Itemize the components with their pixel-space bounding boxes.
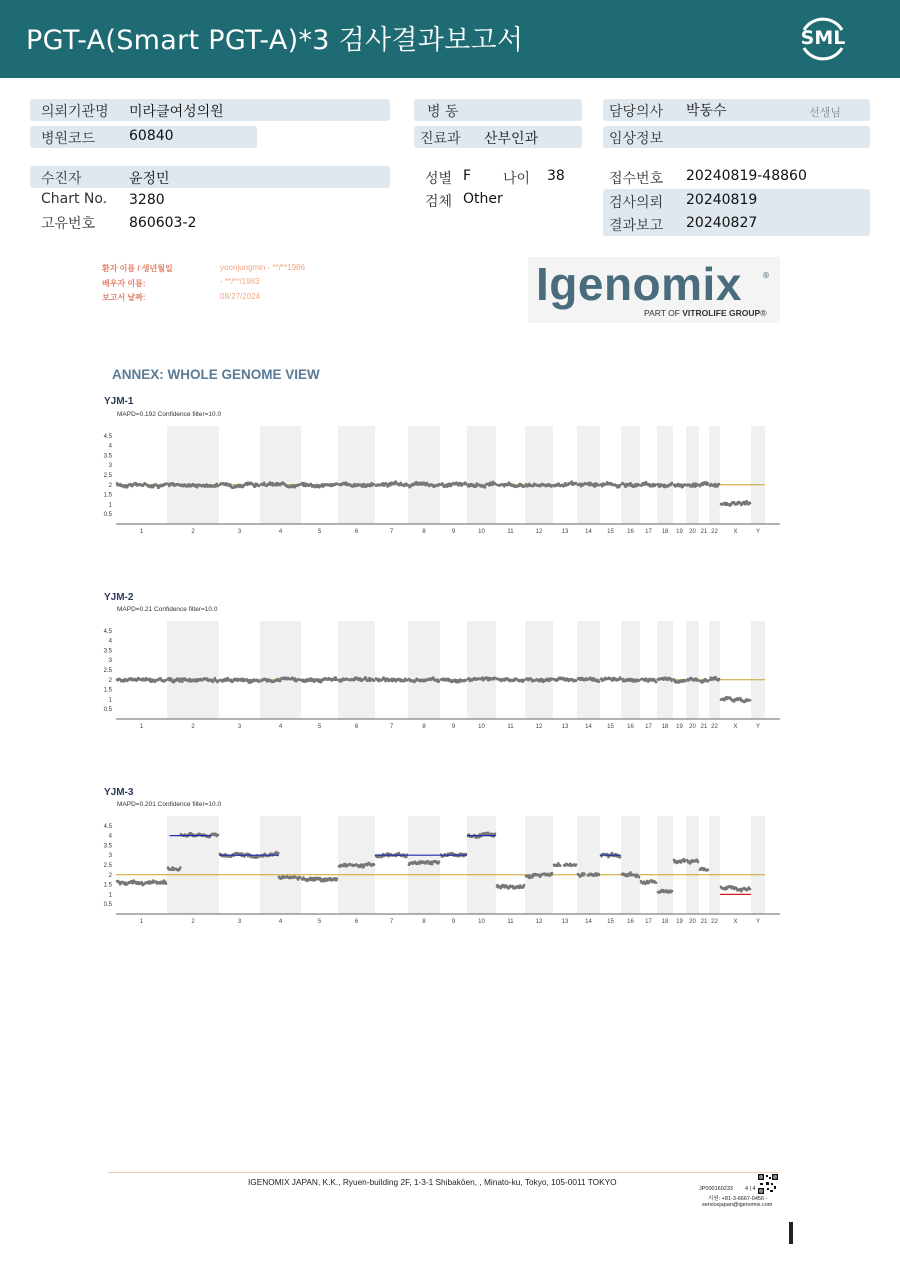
dept-value: 산부인과 [484,131,539,147]
copy-number-point [559,864,562,867]
copy-number-point [494,833,497,836]
chromosome-band [751,816,765,914]
x-tick-label: 15 [607,724,614,730]
copy-number-point [638,876,641,879]
copy-number-point [746,500,749,503]
x-tick-label: 2 [191,724,195,730]
y-tick-label: 1 [108,697,112,704]
y-tick-label: 2 [108,482,112,489]
chromosome-band [709,621,720,719]
igx-sub-tm: ® [760,308,767,318]
x-tick-label: 10 [478,724,485,730]
chromosome-band [408,426,440,524]
y-tick-label: 2.5 [103,473,112,479]
y-tick-label: 3 [108,658,112,665]
igx-report-date-value: 08/27/2024 [220,292,261,301]
x-tick-label: Y [755,919,761,925]
age-label: 나이 [503,171,531,187]
copy-number-point [718,483,721,486]
x-tick-label: 15 [607,529,614,535]
copy-number-point [277,852,280,855]
y-tick-label: 2 [108,677,112,684]
copy-number-point [484,486,487,489]
chromosome-band [621,816,640,914]
chromosome-band [408,621,440,719]
y-tick-label: 1 [108,502,112,509]
copy-number-point [551,872,554,875]
genome-chart-1 [100,420,785,542]
x-tick-label: 13 [561,529,569,535]
copy-number-point [749,888,752,891]
x-tick-label: 8 [422,724,426,730]
x-tick-label: 2 [191,529,195,535]
request-label: 검사의뢰 [609,195,664,211]
x-tick-label: 20 [689,724,696,730]
chart-subtitle-2: MAPD=0.21 Confidence filter=10.0 [117,606,218,613]
copy-number-point [598,680,601,683]
y-tick-label: 4 [108,638,112,645]
chart-title-1: YJM-1 [104,396,134,407]
x-tick-label: 4 [278,724,283,730]
copy-number-point [570,480,573,483]
copy-number-point [707,869,710,872]
x-tick-label: 12 [535,919,543,925]
igx-partner-value: - **/**/1983 [220,277,260,286]
footer-divider [108,1172,778,1173]
chromosome-band [709,816,720,914]
x-tick-label: 20 [689,529,696,535]
x-tick-label: 13 [561,724,569,730]
x-tick-label: 14 [585,919,592,925]
report-value: 20240827 [686,215,758,231]
x-tick-label: 7 [389,724,394,730]
x-tick-label: X [733,919,738,925]
chromosome-band [260,816,301,914]
annex-title: ANNEX: WHOLE GENOME VIEW [112,367,320,382]
copy-number-point [575,863,578,866]
x-tick-label: 19 [676,724,683,730]
chromosome-band [686,426,699,524]
copy-number-point [583,872,586,875]
igx-sub-bold: VITROLIFE GROUP [682,308,761,318]
x-tick-label: 19 [676,919,683,925]
x-tick-label: 20 [689,919,696,925]
receipt-label: 접수번호 [609,171,664,187]
x-tick-label: 17 [645,724,652,730]
x-tick-label: 17 [645,529,652,535]
x-tick-label: 7 [389,919,394,925]
y-tick-label: 4.5 [103,628,112,635]
x-tick-label: 1 [139,529,144,535]
patient-label: 수진자 [41,171,82,187]
x-tick-label: 9 [451,919,456,925]
id-value: 860603-2 [129,215,197,231]
x-tick-label: 18 [661,919,669,925]
igenomix-logo-reg: ® [762,271,770,280]
y-tick-label: 0.5 [103,902,112,909]
x-tick-label: 3 [237,919,242,925]
x-tick-label: 8 [422,919,426,925]
qr-code-icon [758,1174,778,1194]
chromosome-band [621,426,640,524]
x-tick-label: 10 [478,529,485,535]
report-label: 결과보고 [609,218,664,234]
copy-number-point [707,483,710,486]
copy-number-point [181,680,184,683]
chromosome-band [686,621,699,719]
x-tick-label: 17 [645,919,652,925]
igx-report-date-label: 보고서 날짜: [102,293,146,302]
x-tick-label: 12 [535,529,543,535]
copy-number-point [629,871,632,874]
y-tick-label: 0.5 [103,512,112,519]
institution-label: 의뢰기관명 [41,104,109,120]
copy-number-point [294,677,297,680]
chromosome-band [577,621,600,719]
copy-number-point [718,678,721,681]
id-label: 고유번호 [41,216,96,232]
igenomix-logo-sub [644,308,766,318]
x-tick-label: 8 [422,529,426,535]
chart-label: Chart No. [41,191,108,207]
copy-number-point [165,882,168,885]
y-tick-label: 4 [108,833,112,840]
sml-logo [796,14,850,64]
chart-value: 3280 [129,192,165,208]
chromosome-band [467,426,496,524]
x-tick-label: 22 [711,724,718,730]
page-edge-mark [789,1222,793,1244]
y-tick-label: 3 [108,853,112,860]
dept-label: 진료과 [420,131,461,147]
x-tick-label: 14 [585,724,592,730]
y-tick-label: 1 [108,892,112,899]
x-tick-label: Y [755,529,761,535]
chromosome-band [657,621,673,719]
y-tick-label: 4 [108,443,112,450]
report-header [0,0,900,78]
y-tick-label: 2.5 [103,668,112,674]
igx-sub-prefix: PART OF [644,308,683,318]
y-tick-label: 3.5 [103,843,112,850]
copy-number-point [179,866,182,869]
chromosome-band [686,816,699,914]
x-tick-label: 19 [676,529,683,535]
x-tick-label: 9 [451,724,456,730]
x-tick-label: 21 [700,529,708,535]
y-tick-label: 2.5 [103,863,112,869]
doctor-value: 박동수 [686,103,727,119]
footer-phone: 지원: +81-3-6667-0456 - [708,1196,768,1202]
chromosome-band [167,426,219,524]
y-tick-label: 4.5 [103,433,112,440]
copy-number-point [619,856,622,859]
igx-partner-label: 배우자 이름: [102,279,146,288]
copy-number-point [697,861,700,864]
sex-label: 성별 [425,171,453,187]
doctor-suffix: 선생님 [809,106,841,119]
x-tick-label: 5 [317,724,322,730]
y-tick-label: 1.5 [103,687,112,694]
y-tick-label: 1.5 [103,882,112,889]
receipt-value: 20240819-48860 [686,168,807,184]
chromosome-band [525,426,553,524]
x-tick-label: 18 [661,724,669,730]
copy-number-point [531,876,534,879]
x-tick-label: 22 [711,529,718,535]
doctor-label: 담당의사 [609,104,664,120]
chromosome-band [525,816,553,914]
sex-value: F [463,168,472,184]
x-tick-label: 11 [507,529,514,535]
x-tick-label: X [733,724,738,730]
footer-email: servicejapan@igenomix.com [702,1202,773,1208]
chromosome-band [751,426,765,524]
x-tick-label: 9 [451,529,456,535]
copy-number-point [336,877,339,880]
x-tick-label: 5 [317,919,322,925]
x-tick-label: 16 [627,724,634,730]
clinical-label: 임상정보 [609,131,664,147]
x-tick-label: 3 [237,529,242,535]
patient-bar [30,166,390,188]
x-tick-label: 16 [627,529,634,535]
x-tick-label: 4 [278,919,283,925]
patient-value: 윤정민 [129,171,170,187]
x-tick-label: Y [755,724,761,730]
igx-patient-name-label: 환자 이름 / 생년월일 [102,264,173,273]
ward-label: 병 동 [427,104,459,120]
request-value: 20240819 [686,192,758,208]
copy-number-point [523,485,526,488]
x-tick-label: 3 [237,724,242,730]
x-tick-label: 16 [627,919,634,925]
report-title: PGT-A(Smart PGT-A)*3 검사결과보고서 [26,25,524,56]
chromosome-band [167,621,219,719]
hospital-code-value: 60840 [129,128,174,144]
chromosome-band [467,621,496,719]
chromosome-band [577,816,600,914]
x-tick-label: 1 [139,919,144,925]
x-tick-label: 6 [354,529,359,535]
footer-doc-code: JP000160233 [699,1186,733,1192]
x-tick-label: 12 [535,724,543,730]
copy-number-point [373,679,376,682]
x-tick-label: 21 [700,919,708,925]
y-tick-label: 0.5 [103,707,112,714]
y-tick-label: 3 [108,463,112,470]
copy-number-point [438,861,441,864]
footer-address: IGENOMIX JAPAN, K.K., Ryuen-building 2F, 1-3-1 Shibakōen, , Minato-ku, Tokyo, 105-0011 TOKYO [248,1177,617,1187]
chart-title-2: YJM-2 [104,592,134,603]
copy-number-point [405,856,408,859]
footer-page: 4 | 4 [745,1186,756,1192]
chromosome-band [260,621,301,719]
chromosome-band [338,621,375,719]
chart-subtitle-1: MAPD=0.192 Confidence filter=10.0 [117,411,222,418]
x-tick-label: 15 [607,919,614,925]
x-tick-label: 5 [317,529,322,535]
chromosome-band [467,816,496,914]
x-tick-label: 18 [661,529,669,535]
chromosome-band [167,816,219,914]
chromosome-band [709,426,720,524]
y-tick-label: 2 [108,872,112,879]
x-tick-label: X [733,529,738,535]
copy-number-point [217,834,220,837]
copy-number-point [575,679,578,682]
chart-title-3: YJM-3 [104,787,134,798]
chromosome-band [577,426,600,524]
chromosome-band [751,621,765,719]
sml-logo-text: SML [800,27,846,49]
x-tick-label: 14 [585,529,592,535]
x-tick-label: 7 [389,529,394,535]
y-tick-label: 1.5 [103,492,112,499]
copy-number-point [170,677,173,680]
copy-number-point [598,874,601,877]
y-tick-label: 3.5 [103,453,112,460]
x-tick-label: 21 [700,724,708,730]
copy-number-point [655,881,658,884]
chromosome-band [657,426,673,524]
x-tick-label: 6 [354,919,359,925]
y-tick-label: 3.5 [103,648,112,655]
hospital-code-label: 병원코드 [41,131,96,147]
chromosome-band [525,621,553,719]
copy-number-point [438,680,441,683]
chromosome-band [260,426,301,524]
x-tick-label: 4 [278,529,283,535]
chromosome-band [338,426,375,524]
x-tick-label: 1 [139,724,144,730]
x-tick-label: 22 [711,919,718,925]
copy-number-point [523,884,526,887]
igenomix-logo-word: Igenomix [536,258,742,310]
chromosome-band [621,621,640,719]
x-tick-label: 2 [191,919,195,925]
igx-patient-name-value: yoonjungmin - **/**1986 [220,263,305,272]
x-tick-label: 6 [354,724,359,730]
genome-chart-2 [100,615,785,737]
copy-number-point [373,863,376,866]
copy-number-point [655,681,658,684]
copy-number-point [749,502,752,505]
copy-number-point [671,482,674,485]
x-tick-label: 13 [561,919,569,925]
copy-number-point [465,483,468,486]
institution-value: 미라클여성의원 [129,104,224,120]
copy-number-point [671,890,674,893]
copy-number-point [575,482,578,485]
x-tick-label: 11 [507,724,514,730]
specimen-label: 검체 [425,194,453,210]
copy-number-point [749,699,752,702]
igenomix-logo [528,257,780,323]
copy-number-point [619,676,622,679]
x-tick-label: 11 [507,919,514,925]
chromosome-band [657,816,673,914]
specimen-value: Other [463,191,503,207]
y-tick-label: 4.5 [103,823,112,830]
age-value: 38 [547,168,565,184]
chart-subtitle-3: MAPD=0.201 Confidence filter=10.0 [117,801,222,808]
x-tick-label: 10 [478,919,485,925]
genome-chart-3 [100,810,785,932]
